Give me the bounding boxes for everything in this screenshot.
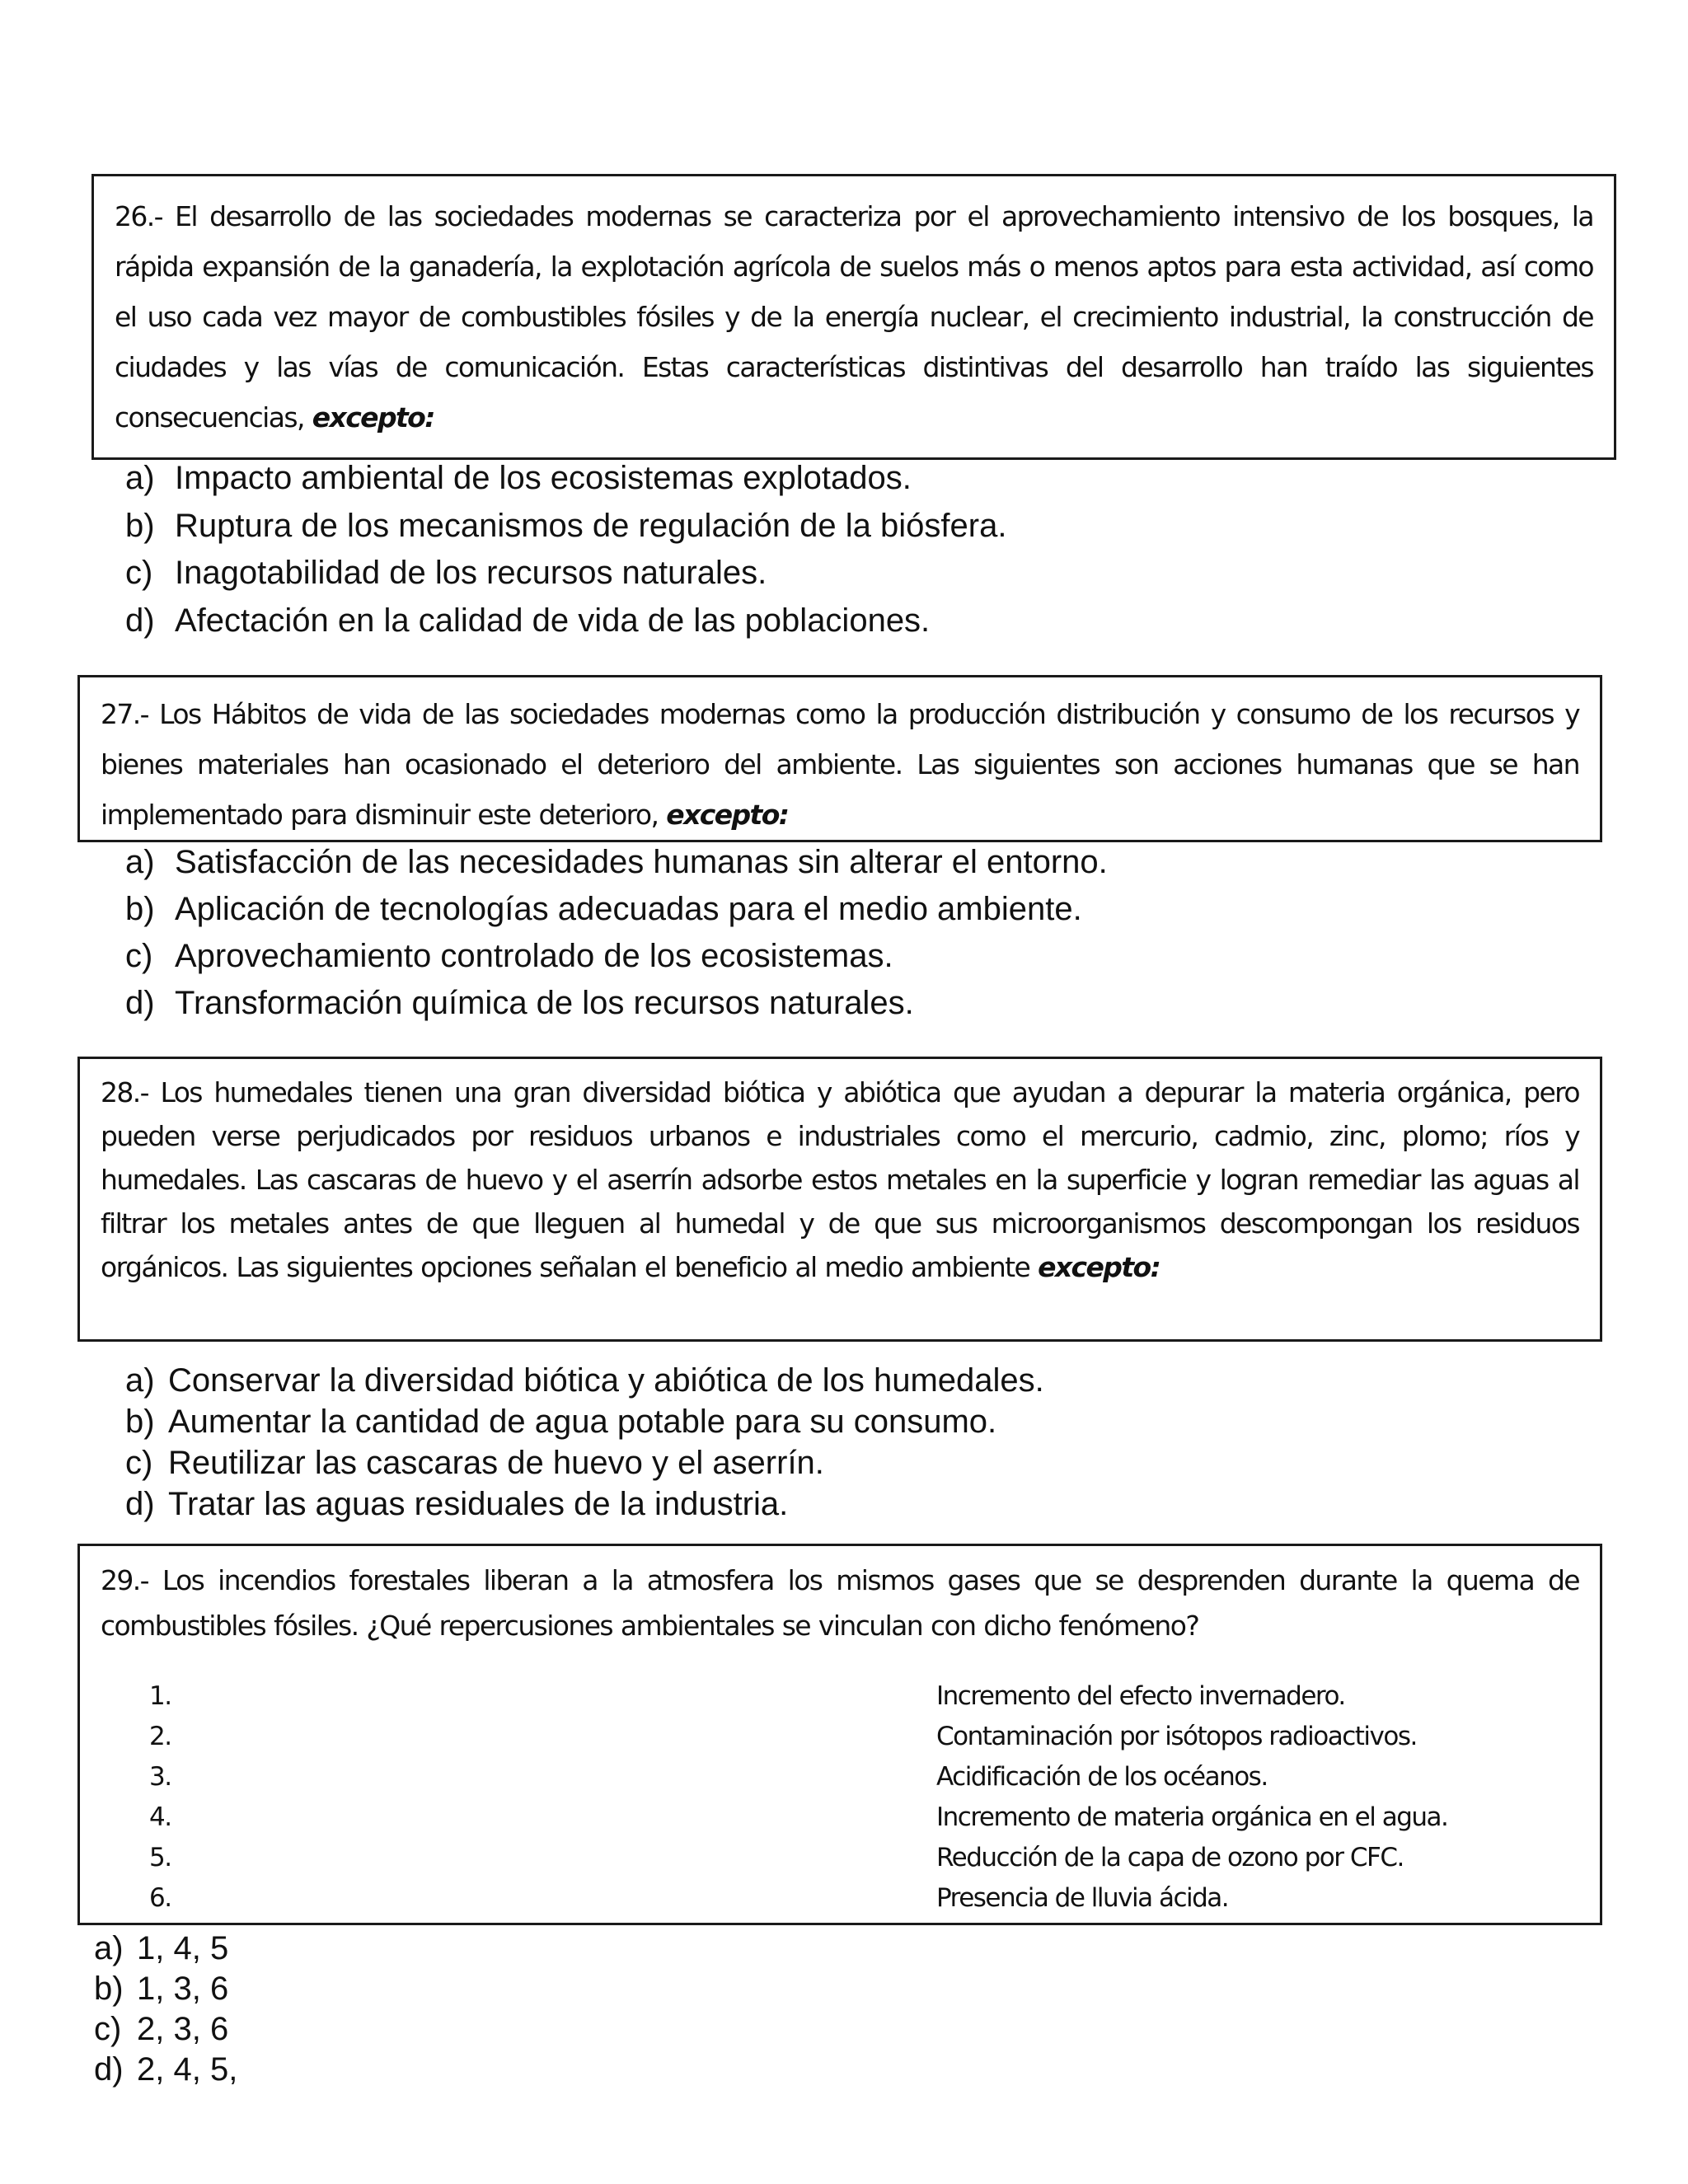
option-text: Aprovechamiento controlado de los ecosistemas. bbox=[175, 938, 893, 974]
question-text: El desarrollo de las sociedades modernas se caracteriza por el aprovechamiento intensivo de los bosques, la rápida expansión de la ganadería, la explotación agrícola de suelos más o menos aptos para esta actividad, así como el uso cada vez mayor de combustibles fósiles y de la energía nuclear, el crecimiento industrial, la construcción de ciudades y las vías de comunicación. Estas características distintivas del desarrollo han traído las siguientes consecuencias, bbox=[115, 200, 1593, 434]
question-keyword: excepto: bbox=[312, 401, 434, 434]
option-label: a) bbox=[94, 1930, 124, 1966]
statement-item bbox=[149, 1717, 1579, 1757]
option-label: c) bbox=[125, 555, 153, 591]
question-29-statement-list bbox=[149, 1676, 1579, 1919]
option-label: d) bbox=[125, 1486, 155, 1522]
option-text: Satisfacción de las necesidades humanas sin alterar el entorno. bbox=[175, 844, 1108, 880]
statement-text: Incremento del efecto invernadero. bbox=[936, 1681, 1345, 1711]
question-text: Los Hábitos de vida de las sociedades modernas como la producción distribución y consumo de los recursos y bienes materiales han ocasionado el deterioro del ambiente. Las siguientes son acciones humanas que se han implementado para disminuir este deterioro, bbox=[101, 698, 1580, 831]
statement-number: 2. bbox=[149, 1722, 171, 1751]
statement-text: Incremento de materia orgánica en el agua. bbox=[936, 1802, 1448, 1832]
option-a[interactable] bbox=[125, 1360, 1044, 1401]
option-text: Conservar la diversidad biótica y abiótica de los humedales. bbox=[168, 1362, 1044, 1399]
question-28-box bbox=[77, 1057, 1602, 1342]
option-text: Impacto ambiental de los ecosistemas explotados. bbox=[175, 460, 912, 496]
option-c[interactable] bbox=[125, 1442, 1044, 1483]
option-text: Inagotabilidad de los recursos naturales. bbox=[175, 555, 767, 591]
option-text: Reutilizar las cascaras de huevo y el aserrín. bbox=[168, 1445, 824, 1481]
option-text: 1, 3, 6 bbox=[137, 1971, 229, 2007]
question-29-options bbox=[94, 1929, 237, 2090]
statement-number: 4. bbox=[149, 1802, 171, 1832]
option-d[interactable] bbox=[125, 1483, 1044, 1525]
option-label: b) bbox=[125, 891, 155, 927]
option-label: b) bbox=[125, 507, 155, 544]
option-text: 2, 4, 5, bbox=[137, 2051, 238, 2088]
statement-number: 3. bbox=[149, 1762, 171, 1792]
option-label: b) bbox=[125, 1404, 155, 1440]
option-label: c) bbox=[125, 938, 153, 974]
option-d[interactable] bbox=[125, 598, 1006, 645]
question-29-box bbox=[77, 1544, 1602, 1925]
question-29-stem bbox=[101, 1558, 1579, 1648]
question-26-box bbox=[91, 174, 1616, 460]
question-number: 29.- bbox=[101, 1564, 148, 1596]
option-label: d) bbox=[94, 2051, 124, 2088]
statement-item bbox=[149, 1757, 1579, 1797]
question-text: Los humedales tienen una gran diversidad biótica y abiótica que ayudan a depurar la materia orgánica, pero pueden verse perjudicados por residuos urbanos e industriales como el mercurio, cadmio, zinc, plomo; ríos y humedales. Las cascaras de huevo y el aserrín adsorbe estos metales en la superficie y logran remediar las aguas al filtrar los metales antes de que lleguen al humedal y de que sus microorganismos descompongan los residuos orgánicos. Las siguientes opciones señalan el beneficio al medio ambiente bbox=[101, 1076, 1579, 1283]
option-a[interactable] bbox=[125, 839, 1108, 886]
statement-item bbox=[149, 1878, 1579, 1919]
option-c[interactable] bbox=[125, 933, 1108, 980]
statement-item bbox=[149, 1838, 1579, 1878]
statement-number: 5. bbox=[149, 1843, 171, 1872]
statement-text: Presencia de lluvia ácida. bbox=[936, 1883, 1229, 1913]
option-text: Transformación química de los recursos naturales. bbox=[175, 985, 914, 1021]
option-b[interactable] bbox=[125, 1401, 1044, 1442]
statement-number: 1. bbox=[149, 1681, 171, 1711]
question-26-stem bbox=[115, 191, 1593, 443]
option-b[interactable] bbox=[94, 1969, 237, 2009]
question-28-stem bbox=[101, 1071, 1579, 1289]
option-c[interactable] bbox=[94, 2009, 237, 2050]
question-number: 28.- bbox=[101, 1076, 148, 1108]
statement-item bbox=[149, 1676, 1579, 1717]
option-text: Tratar las aguas residuales de la industria. bbox=[168, 1486, 789, 1522]
question-number: 27.- bbox=[101, 698, 148, 730]
statement-text: Reducción de la capa de ozono por CFC. bbox=[936, 1843, 1404, 1872]
option-text: Aplicación de tecnologías adecuadas para el medio ambiente. bbox=[175, 891, 1082, 927]
option-label: c) bbox=[94, 2011, 122, 2047]
statement-item bbox=[149, 1797, 1579, 1838]
question-27-box bbox=[77, 675, 1602, 842]
question-keyword: excepto: bbox=[1038, 1251, 1160, 1283]
option-text: Aumentar la cantidad de agua potable para su consumo. bbox=[168, 1404, 997, 1440]
question-number: 26.- bbox=[115, 200, 162, 232]
question-26-options bbox=[125, 455, 1006, 644]
option-b[interactable] bbox=[125, 503, 1006, 551]
option-label: a) bbox=[125, 1362, 155, 1399]
option-text: Ruptura de los mecanismos de regulación de la biósfera. bbox=[175, 507, 1007, 544]
option-label: b) bbox=[94, 1971, 124, 2007]
question-27-stem bbox=[101, 689, 1579, 840]
option-label: d) bbox=[125, 985, 155, 1021]
statement-text: Contaminación por isótopos radioactivos. bbox=[936, 1722, 1417, 1751]
option-label: c) bbox=[125, 1445, 153, 1481]
option-c[interactable] bbox=[125, 550, 1006, 598]
option-a[interactable] bbox=[125, 455, 1006, 503]
option-text: 1, 4, 5 bbox=[137, 1930, 229, 1966]
option-d[interactable] bbox=[125, 980, 1108, 1027]
statement-number: 6. bbox=[149, 1883, 171, 1913]
question-27-options bbox=[125, 839, 1108, 1027]
option-d[interactable] bbox=[94, 2050, 237, 2090]
option-text: 2, 3, 6 bbox=[137, 2011, 229, 2047]
statement-text: Acidificación de los océanos. bbox=[936, 1762, 1268, 1792]
question-keyword: excepto: bbox=[666, 799, 789, 831]
question-text: Los incendios forestales liberan a la atmosfera los mismos gases que se desprenden durante la quema de combustibles fósiles. ¿Qué repercusiones ambientales se vinculan con dicho fenómeno? bbox=[101, 1564, 1580, 1642]
option-text: Afectación en la calidad de vida de las poblaciones. bbox=[175, 602, 931, 639]
option-b[interactable] bbox=[125, 886, 1108, 933]
option-label: d) bbox=[125, 602, 155, 639]
option-a[interactable] bbox=[94, 1929, 237, 1969]
option-label: a) bbox=[125, 844, 155, 880]
option-label: a) bbox=[125, 460, 155, 496]
question-28-options bbox=[125, 1360, 1044, 1525]
